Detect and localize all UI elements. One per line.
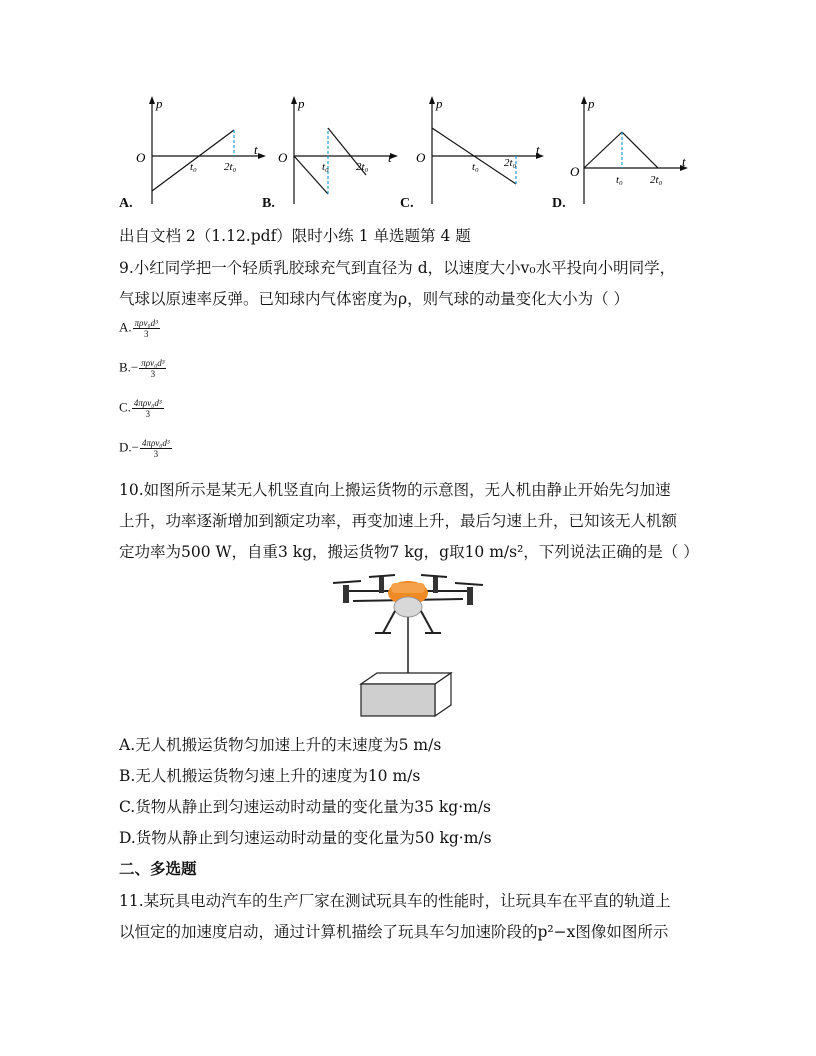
frac-denominator: 3: [153, 449, 159, 459]
graph-b: [262, 92, 422, 212]
q9-option-d: D.− $\frac{\text{4πρv₀d³}}{3}$: [119, 438, 170, 459]
section-heading: 二、多选题: [119, 859, 197, 878]
axis-t-label: t: [254, 142, 258, 157]
origin-label: O: [570, 164, 580, 179]
t0-label: t₀: [616, 174, 623, 186]
frac-numerator: πρv₀d³: [141, 358, 165, 368]
2t0-label: 2t₀: [504, 157, 517, 169]
q9-line-2: 气球以原速率反弹。已知球内气体密度为ρ，则气球的动量变化大小为（ ）: [119, 290, 630, 308]
option-label: A.: [119, 319, 132, 335]
option-label: B.: [119, 359, 131, 375]
q10-option-a: A.无人机搬运货物匀加速上升的末速度为5 m/s: [119, 736, 442, 754]
q10-option-b: B.无人机搬运货物匀速上升的速度为10 m/s: [119, 767, 421, 785]
frac-denominator: 3: [145, 409, 150, 419]
axis-p-label: p: [588, 96, 595, 111]
origin-label: O: [278, 150, 288, 165]
graph-b-label: B.: [262, 196, 275, 211]
axis-p-label: p: [436, 96, 443, 111]
2t0-label: 2t₀: [650, 174, 663, 186]
q10-option-d: D.货物从静止到匀速运动时动量的变化量为50 kg·m/s: [119, 829, 492, 847]
t0-label: t₀: [472, 161, 479, 173]
graph-c: [400, 92, 560, 212]
q11-line-1: 11.某玩具电动汽车的生产厂家在测试玩具车的性能时，让玩具车在平直的轨道上: [119, 892, 671, 910]
option-label: C.: [119, 399, 131, 415]
2t0-label: 2t₀: [224, 161, 237, 173]
2t0-label: 2t₀: [356, 161, 369, 173]
q10-line-1: 10.如图所示是某无人机竖直向上搬运货物的示意图，无人机由静止开始先匀加速: [119, 481, 671, 499]
graph-a-label: A.: [119, 196, 133, 211]
drone-figure: [333, 571, 483, 721]
frac-numerator: 4πρv₀d³: [133, 398, 162, 408]
q11-line-2: 以恒定的加速度启动，通过计算机描绘了玩具车匀加速阶段的p²−x图像如图所示: [119, 923, 669, 941]
origin-label: O: [416, 150, 426, 165]
q9-option-a: [119, 318, 160, 339]
q10-line-3: 定功率为500 W，自重3 kg，搬运货物7 kg，g取10 m/s²，下列说法正确的是（ ）: [119, 543, 699, 561]
q10-option-c: C.货物从静止到匀速运动时动量的变化量为35 kg·m/s: [119, 798, 492, 816]
frac-numerator: 4πρv₀d³: [141, 438, 170, 448]
option-label: D.: [119, 439, 132, 455]
frac-numerator: πρv₀d³: [134, 318, 158, 328]
axis-p-label: p: [298, 96, 305, 111]
q9-option-b: B.− $\frac{\text{πρv₀d³}}{3}$: [119, 358, 165, 379]
graph-d-label: D.: [552, 196, 566, 211]
graph-d: [552, 92, 712, 212]
axis-t-label: t: [388, 150, 392, 165]
graph-c-label: C.: [400, 196, 414, 211]
frac-denominator: 3: [143, 329, 149, 339]
graph-a: [120, 92, 280, 212]
axis-t-label: t: [536, 142, 540, 157]
q9-line-1: 9.小红同学把一个轻质乳胶球充气到直径为 d，以速度大小v₀水平投向小明同学，: [119, 259, 676, 277]
frac-denominator: 3: [150, 369, 156, 379]
axis-t-label: t: [682, 154, 686, 169]
t0-label: t₀: [190, 161, 197, 173]
source-line: 出自文档 2（1.12.pdf）限时小练 1 单选题第 4 题: [119, 227, 471, 245]
q10-line-2: 上升，功率逐渐增加到额定功率，再变加速上升，最后匀速上升，已知该无人机额: [119, 512, 678, 530]
q9-option-c: [119, 398, 164, 419]
origin-label: O: [136, 150, 146, 165]
axis-p-label: p: [156, 96, 163, 111]
t0-label: t₀: [322, 161, 329, 173]
